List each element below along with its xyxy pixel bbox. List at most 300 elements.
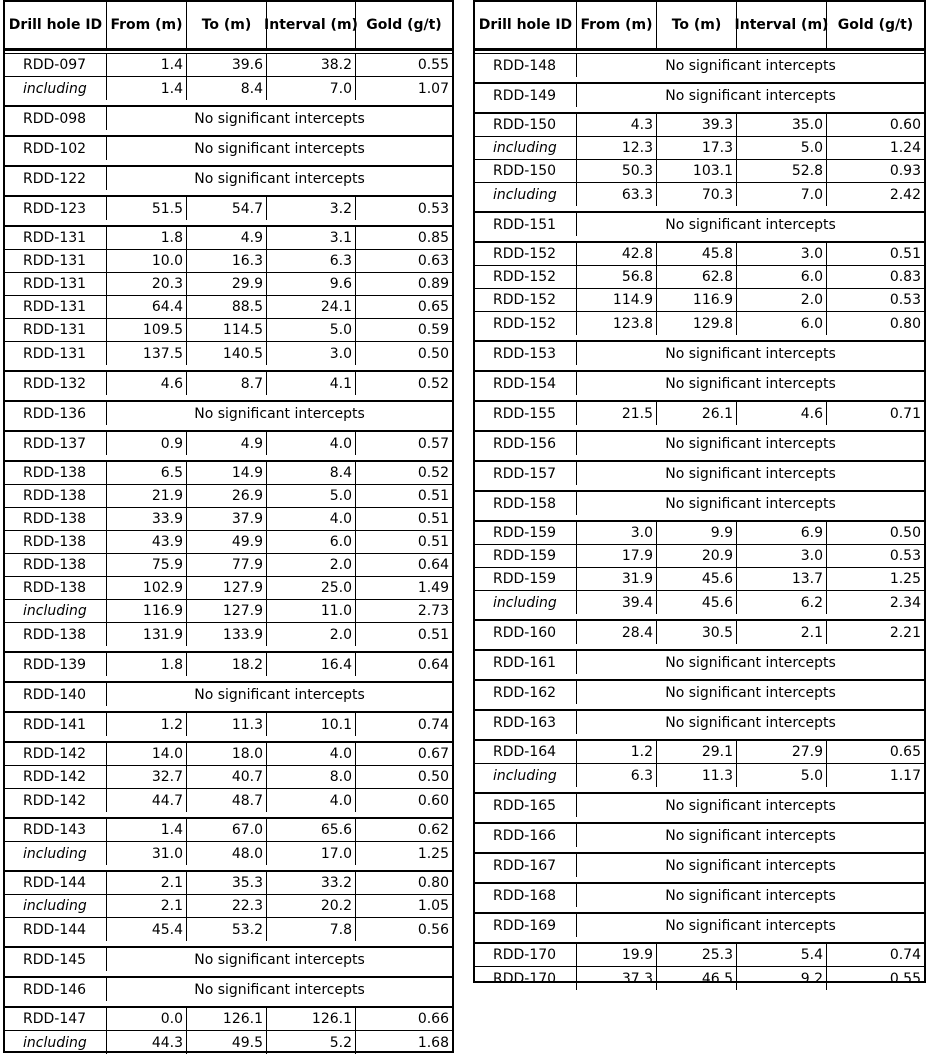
to-cell: 103.1 [657, 160, 737, 182]
to-cell: 39.6 [187, 54, 267, 76]
table-row [475, 621, 924, 644]
drill-hole-id-cell: RDD-131 [5, 227, 107, 249]
from-cell: 21.5 [577, 402, 657, 425]
gold-cell: 0.51 [417, 511, 449, 527]
table-row [475, 591, 924, 614]
no-intercepts-cell: No significant intercepts [665, 435, 836, 452]
to-cell: 127.9 [187, 600, 267, 622]
table-row [5, 554, 452, 577]
interval-cell: 3.2 [267, 197, 356, 220]
column-header: To (m) [657, 2, 737, 48]
gold-cell: 1.49 [417, 580, 449, 596]
to-cell: 45.6 [657, 568, 737, 590]
no-intercepts-cell: No significant intercepts [194, 686, 365, 703]
drill-hole-id-cell: RDD-123 [5, 197, 107, 220]
drill-hole-id-cell: RDD-097 [5, 54, 107, 76]
table-row [475, 884, 924, 907]
interval-cell: 7.8 [267, 918, 356, 941]
table-row [5, 197, 452, 220]
no-intercepts-cell: No significant intercepts [194, 140, 365, 157]
table-row [475, 741, 924, 764]
hole-group [475, 50, 924, 77]
drill-hole-id-cell: RDD-152 [475, 266, 577, 288]
drill-hole-id-cell: RDD-169 [475, 914, 577, 937]
table-row [475, 711, 924, 734]
column-header: Interval (m) [737, 2, 827, 48]
gold-cell: 0.80 [417, 875, 449, 891]
gold-cell: 0.51 [417, 626, 449, 643]
column-header: Drill hole ID [475, 2, 577, 48]
drill-hole-id-cell: RDD-170 [475, 944, 577, 966]
gold-cell: 0.89 [417, 276, 449, 292]
table-row [475, 312, 924, 335]
table-header [5, 2, 452, 50]
drill-hole-id-cell: RDD-161 [475, 651, 577, 674]
table-row [475, 213, 924, 236]
from-cell: 31.9 [577, 568, 657, 590]
gold-cell: 0.52 [417, 465, 449, 481]
gold-cell: 0.51 [417, 534, 449, 550]
drill-hole-id-cell: RDD-160 [475, 621, 577, 644]
to-cell: 39.3 [657, 114, 737, 136]
drill-hole-id-cell: including [5, 842, 107, 865]
drill-hole-id-cell: RDD-138 [5, 531, 107, 553]
drill-hole-id-cell: including [475, 183, 577, 206]
to-cell: 40.7 [187, 766, 267, 788]
drill-hole-id-cell: including [475, 591, 577, 614]
gold-cell: 0.71 [889, 405, 921, 422]
gold-cell: 1.07 [417, 80, 449, 97]
from-cell: 0.0 [107, 1008, 187, 1030]
from-cell: 31.0 [107, 842, 187, 865]
table-row [475, 137, 924, 160]
interval-cell: 8.4 [267, 462, 356, 484]
table-row [475, 568, 924, 591]
interval-cell: 2.0 [267, 623, 356, 646]
table-row [475, 651, 924, 674]
from-cell: 4.6 [107, 372, 187, 395]
table-row [5, 683, 452, 706]
table-row [5, 1031, 452, 1054]
table-row [475, 266, 924, 289]
drill-hole-id-cell: RDD-149 [475, 84, 577, 107]
gold-cell: 0.53 [417, 200, 449, 217]
table-row [475, 342, 924, 365]
interval-cell: 6.3 [267, 250, 356, 272]
table-row [5, 432, 452, 455]
drill-hole-id-cell: RDD-138 [5, 554, 107, 576]
drill-hole-id-cell: RDD-131 [5, 250, 107, 272]
hole-group [475, 520, 924, 614]
to-cell: 116.9 [657, 289, 737, 311]
from-cell: 44.7 [107, 789, 187, 812]
drill-hole-id-cell: RDD-165 [475, 794, 577, 817]
from-cell: 131.9 [107, 623, 187, 646]
from-cell: 14.0 [107, 743, 187, 765]
gold-cell: 0.65 [889, 744, 921, 760]
gold-cell: 0.52 [417, 375, 449, 392]
table-row [475, 764, 924, 787]
table-row [5, 273, 452, 296]
drill-hole-id-cell: RDD-150 [475, 114, 577, 136]
to-cell: 70.3 [657, 183, 737, 206]
interval-cell: 27.9 [737, 741, 827, 763]
to-cell: 126.1 [187, 1008, 267, 1030]
to-cell: 133.9 [187, 623, 267, 646]
gold-cell: 2.34 [889, 594, 921, 611]
drill-hole-id-cell: RDD-131 [5, 342, 107, 365]
table-row [5, 577, 452, 600]
no-intercepts-cell: No significant intercepts [665, 216, 836, 233]
table-row [5, 54, 452, 77]
from-cell: 0.9 [107, 432, 187, 455]
from-cell: 2.1 [107, 872, 187, 894]
from-cell: 19.9 [577, 944, 657, 966]
gold-cell: 0.74 [417, 716, 449, 733]
column-header: Gold (g/t) [837, 17, 914, 33]
table-row [475, 372, 924, 395]
to-cell: 11.3 [657, 764, 737, 787]
drill-hole-id-cell: RDD-159 [475, 568, 577, 590]
drill-hole-id-cell: RDD-132 [5, 372, 107, 395]
hole-group [5, 946, 452, 971]
gold-cell: 0.55 [889, 970, 921, 987]
to-cell: 140.5 [187, 342, 267, 365]
to-cell: 8.4 [187, 77, 267, 100]
drill-hole-id-cell: RDD-157 [475, 462, 577, 485]
to-cell: 88.5 [187, 296, 267, 318]
table-row [475, 681, 924, 704]
hole-group [475, 882, 924, 907]
table-row [5, 296, 452, 319]
hole-group [475, 912, 924, 937]
hole-group [5, 741, 452, 812]
no-intercepts-cell: No significant intercepts [665, 654, 836, 671]
table-row [475, 854, 924, 877]
from-cell: 51.5 [107, 197, 187, 220]
gold-cell: 0.50 [417, 345, 449, 362]
interval-cell: 3.0 [267, 342, 356, 365]
interval-cell: 8.0 [267, 766, 356, 788]
hole-group [475, 211, 924, 236]
drill-hole-id-cell: RDD-131 [5, 273, 107, 295]
interval-cell: 2.0 [737, 289, 827, 311]
interval-cell: 2.0 [267, 554, 356, 576]
drill-hole-id-cell: RDD-164 [475, 741, 577, 763]
drill-hole-id-cell: including [5, 895, 107, 917]
table-row [5, 766, 452, 789]
gold-cell: 0.51 [889, 246, 921, 262]
to-cell: 127.9 [187, 577, 267, 599]
interval-cell: 9.2 [737, 967, 827, 990]
to-cell: 29.9 [187, 273, 267, 295]
drill-hole-id-cell: RDD-162 [475, 681, 577, 704]
no-intercepts-cell: No significant intercepts [194, 951, 365, 968]
table-header [475, 2, 924, 50]
to-cell: 25.3 [657, 944, 737, 966]
table-row [5, 77, 452, 100]
interval-cell: 4.0 [267, 508, 356, 530]
from-cell: 1.8 [107, 653, 187, 676]
hole-group [5, 195, 452, 220]
no-intercepts-cell: No significant intercepts [665, 917, 836, 934]
to-cell: 18.0 [187, 743, 267, 765]
drill-results-table-left [3, 0, 454, 1053]
from-cell: 1.4 [107, 819, 187, 841]
no-intercepts-cell: No significant intercepts [665, 714, 836, 731]
gold-cell: 0.51 [417, 488, 449, 504]
from-cell: 137.5 [107, 342, 187, 365]
drill-hole-id-cell: RDD-152 [475, 243, 577, 265]
table-row [475, 462, 924, 485]
to-cell: 48.7 [187, 789, 267, 812]
from-cell: 123.8 [577, 312, 657, 335]
hole-group [5, 50, 452, 100]
to-cell: 26.1 [657, 402, 737, 425]
hole-group [475, 82, 924, 107]
no-intercepts-cell: No significant intercepts [665, 495, 836, 512]
from-cell: 10.0 [107, 250, 187, 272]
hole-group [475, 340, 924, 365]
hole-group [475, 619, 924, 644]
from-cell: 114.9 [577, 289, 657, 311]
from-cell: 20.3 [107, 273, 187, 295]
to-cell: 20.9 [657, 545, 737, 567]
table-row [475, 160, 924, 183]
from-cell: 109.5 [107, 319, 187, 341]
hole-group [475, 490, 924, 515]
to-cell: 30.5 [657, 621, 737, 644]
table-row [5, 107, 452, 130]
drill-hole-id-cell: RDD-163 [475, 711, 577, 734]
to-cell: 16.3 [187, 250, 267, 272]
drill-hole-id-cell: RDD-144 [5, 872, 107, 894]
no-intercepts-cell: No significant intercepts [665, 857, 836, 874]
gold-cell: 0.67 [417, 746, 449, 762]
from-cell: 17.9 [577, 545, 657, 567]
table-row [5, 948, 452, 971]
table-row [5, 227, 452, 250]
interval-cell: 6.9 [737, 522, 827, 544]
drill-hole-id-cell: RDD-167 [475, 854, 577, 877]
to-cell: 62.8 [657, 266, 737, 288]
interval-cell: 20.2 [267, 895, 356, 917]
table-row [5, 872, 452, 895]
hole-group [5, 400, 452, 425]
drill-hole-id-cell: RDD-159 [475, 545, 577, 567]
table-row [475, 114, 924, 137]
hole-group [475, 709, 924, 734]
table-row [5, 653, 452, 676]
drill-hole-id-cell: RDD-138 [5, 577, 107, 599]
to-cell: 49.5 [187, 1031, 267, 1054]
interval-cell: 7.0 [737, 183, 827, 206]
drill-hole-id-cell: RDD-142 [5, 743, 107, 765]
no-intercepts-cell: No significant intercepts [665, 465, 836, 482]
table-row [5, 167, 452, 190]
no-intercepts-cell: No significant intercepts [665, 345, 836, 362]
hole-group [475, 112, 924, 206]
to-cell: 45.6 [657, 591, 737, 614]
drill-hole-id-cell: including [5, 600, 107, 622]
to-cell: 35.3 [187, 872, 267, 894]
gold-cell: 0.57 [417, 435, 449, 452]
interval-cell: 25.0 [267, 577, 356, 599]
interval-cell: 5.0 [267, 319, 356, 341]
to-cell: 77.9 [187, 554, 267, 576]
gold-cell: 1.25 [889, 571, 921, 587]
interval-cell: 4.0 [267, 743, 356, 765]
interval-cell: 2.1 [737, 621, 827, 644]
table-row [5, 713, 452, 736]
interval-cell: 126.1 [267, 1008, 356, 1030]
gold-cell: 0.53 [889, 548, 921, 564]
to-cell: 29.1 [657, 741, 737, 763]
from-cell: 28.4 [577, 621, 657, 644]
gold-cell: 1.24 [889, 140, 921, 156]
table-row [475, 492, 924, 515]
drill-hole-id-cell: RDD-144 [5, 918, 107, 941]
column-header: From (m) [107, 2, 187, 48]
interval-cell: 6.2 [737, 591, 827, 614]
from-cell: 1.8 [107, 227, 187, 249]
drill-hole-id-cell: RDD-152 [475, 312, 577, 335]
to-cell: 4.9 [187, 432, 267, 455]
drill-results-table-right [473, 0, 926, 987]
table-row [5, 485, 452, 508]
table-row [5, 623, 452, 646]
table-row [5, 137, 452, 160]
interval-cell: 7.0 [267, 77, 356, 100]
from-cell: 1.4 [107, 54, 187, 76]
drill-hole-id-cell: RDD-145 [5, 948, 107, 971]
interval-cell: 5.0 [267, 485, 356, 507]
table-row [5, 978, 452, 1001]
interval-cell: 24.1 [267, 296, 356, 318]
hole-group [5, 370, 452, 395]
to-cell: 11.3 [187, 713, 267, 736]
gold-cell: 0.59 [417, 322, 449, 338]
interval-cell: 11.0 [267, 600, 356, 622]
interval-cell: 52.8 [737, 160, 827, 182]
table-row [5, 462, 452, 485]
hole-group [475, 370, 924, 395]
interval-cell: 5.0 [737, 137, 827, 159]
interval-cell: 5.4 [737, 944, 827, 966]
drill-hole-id-cell: RDD-170 [475, 967, 577, 990]
hole-group [475, 822, 924, 847]
drill-hole-id-cell: RDD-156 [475, 432, 577, 455]
no-intercepts-cell: No significant intercepts [665, 87, 836, 104]
hole-group [5, 1006, 452, 1054]
interval-cell: 38.2 [267, 54, 356, 76]
gold-cell: 2.42 [889, 186, 921, 203]
interval-cell: 4.0 [267, 789, 356, 812]
table-row [475, 944, 924, 967]
to-cell: 114.5 [187, 319, 267, 341]
hole-group [5, 976, 452, 1001]
to-cell: 49.9 [187, 531, 267, 553]
gold-cell: 0.60 [417, 792, 449, 809]
drill-hole-id-cell: RDD-136 [5, 402, 107, 425]
table-row [5, 402, 452, 425]
hole-group [475, 649, 924, 674]
drill-hole-id-cell: RDD-138 [5, 485, 107, 507]
hole-group [5, 460, 452, 646]
gold-cell: 1.05 [417, 898, 449, 914]
to-cell: 46.5 [657, 967, 737, 990]
from-cell: 116.9 [107, 600, 187, 622]
drill-hole-id-cell: RDD-138 [5, 508, 107, 530]
from-cell: 39.4 [577, 591, 657, 614]
table-row [475, 545, 924, 568]
table-row [5, 531, 452, 554]
gold-cell: 0.66 [417, 1011, 449, 1027]
drill-hole-id-cell: RDD-158 [475, 492, 577, 515]
gold-cell: 0.93 [889, 163, 921, 179]
interval-cell: 35.0 [737, 114, 827, 136]
from-cell: 63.3 [577, 183, 657, 206]
drill-hole-id-cell: RDD-159 [475, 522, 577, 544]
to-cell: 22.3 [187, 895, 267, 917]
to-cell: 54.7 [187, 197, 267, 220]
from-cell: 2.1 [107, 895, 187, 917]
no-intercepts-cell: No significant intercepts [665, 375, 836, 392]
drill-hole-id-cell: RDD-141 [5, 713, 107, 736]
drill-hole-id-cell: RDD-150 [475, 160, 577, 182]
from-cell: 64.4 [107, 296, 187, 318]
interval-cell: 13.7 [737, 568, 827, 590]
no-intercepts-cell: No significant intercepts [665, 887, 836, 904]
hole-group [5, 225, 452, 365]
interval-cell: 17.0 [267, 842, 356, 865]
table-row [5, 743, 452, 766]
hole-group [5, 870, 452, 941]
no-intercepts-cell: No significant intercepts [194, 405, 365, 422]
table-row [475, 289, 924, 312]
drill-hole-id-cell: RDD-146 [5, 978, 107, 1001]
hole-group [5, 165, 452, 190]
interval-cell: 65.6 [267, 819, 356, 841]
gold-cell: 0.65 [417, 299, 449, 315]
interval-cell: 5.2 [267, 1031, 356, 1054]
interval-cell: 33.2 [267, 872, 356, 894]
hole-group [5, 711, 452, 736]
column-header: To (m) [187, 2, 267, 48]
table-row [475, 914, 924, 937]
no-intercepts-cell: No significant intercepts [194, 110, 365, 127]
hole-group [5, 817, 452, 865]
from-cell: 56.8 [577, 266, 657, 288]
drill-hole-id-cell: RDD-098 [5, 107, 107, 130]
interval-cell: 10.1 [267, 713, 356, 736]
gold-cell: 0.50 [417, 769, 449, 785]
to-cell: 17.3 [657, 137, 737, 159]
drill-hole-id-cell: RDD-122 [5, 167, 107, 190]
gold-cell: 0.56 [417, 921, 449, 938]
drill-hole-id-cell: RDD-142 [5, 766, 107, 788]
from-cell: 42.8 [577, 243, 657, 265]
to-cell: 18.2 [187, 653, 267, 676]
column-header: Gold (g/t) [366, 17, 442, 33]
gold-cell: 0.80 [889, 315, 921, 332]
from-cell: 1.4 [107, 77, 187, 100]
hole-group [5, 105, 452, 130]
column-header: Interval (m) [267, 2, 356, 48]
table-row [475, 794, 924, 817]
drill-hole-id-cell: RDD-131 [5, 319, 107, 341]
interval-cell: 9.6 [267, 273, 356, 295]
